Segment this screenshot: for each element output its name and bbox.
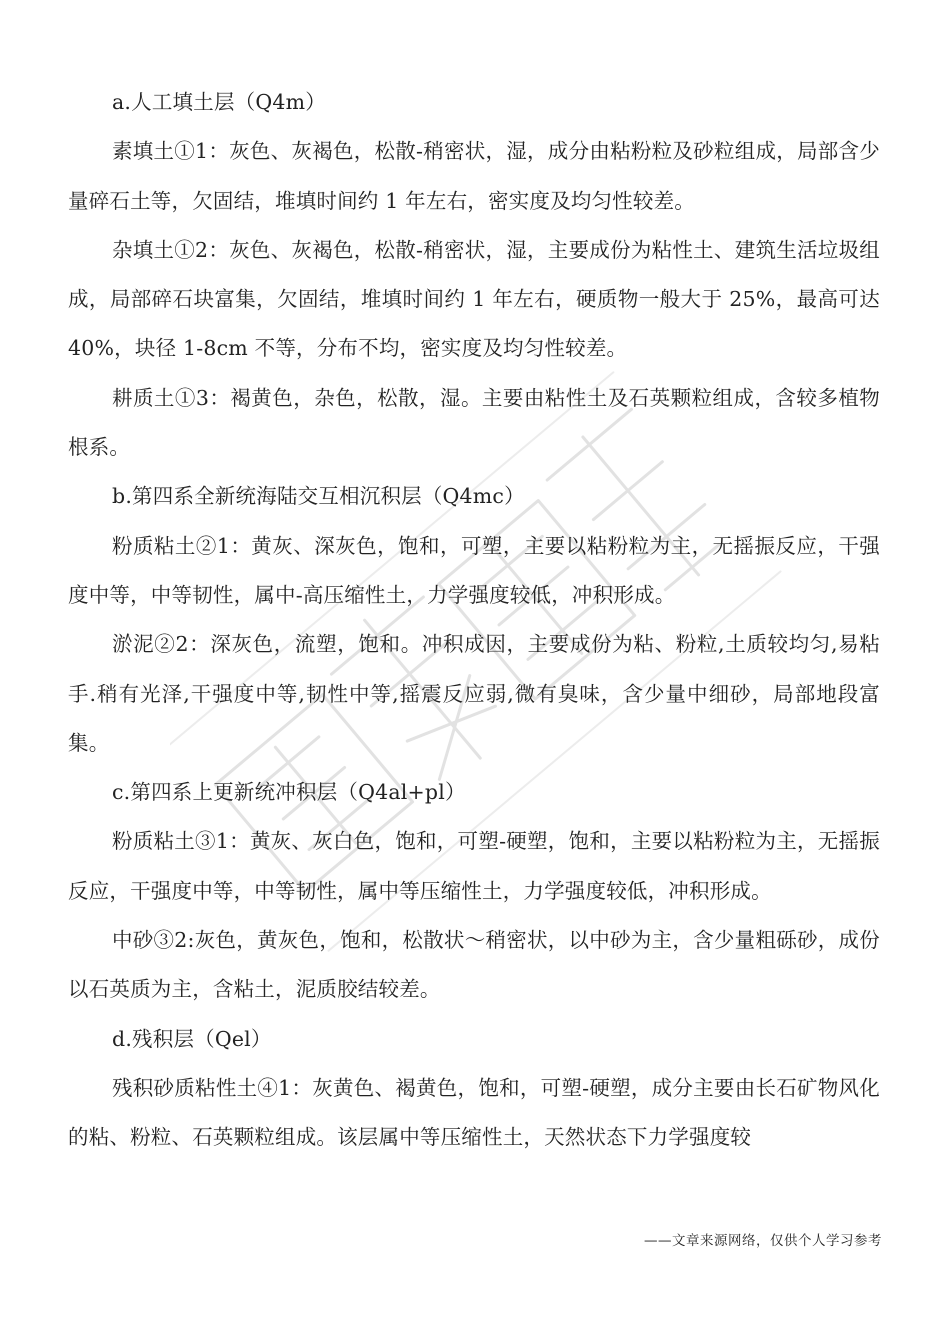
paragraph-silty-clay-3-1: 粉质粘土③1：黄灰、灰白色，饱和，可塑-硬塑，饱和，主要以粘粉粒为主，无摇振反应，干强度中等，中等韧性，属中等压缩性土，力学强度较低，冲积形成。 — [68, 829, 880, 903]
paragraph-cultivated-soil: 耕质土①3：褐黄色，杂色，松散，湿。主要由粘性土及石英颗粒组成，含较多植物根系。 — [68, 385, 880, 460]
document-body — [68, 78, 880, 1163]
section-heading-c: c.第四系上更新统冲积层（Q4al+pl） — [112, 780, 466, 805]
paragraph-medium-sand-3-2: 中砂③2:灰色，黄灰色，饱和，松散状～稍密状，以中砂为主，含少量粗砾砂，成份以石英质为主，含粘土，泥质胶结较差。 — [68, 928, 880, 1002]
section-heading-b: b.第四系全新统海陆交互相沉积层（Q4mc） — [112, 484, 525, 509]
paragraph-silt-mud-2-2: 淤泥②2：深灰色，流塑，饱和。冲积成因，主要成份为粘、粉粒,土质较均匀,易粘手.稍有光泽,干强度中等,韧性中等,摇震反应弱,微有臭味，含少量中细砂，局部地段富集。 — [68, 632, 880, 755]
section-heading-a: a.人工填土层（Q4m） — [112, 90, 326, 114]
page-footer-source-note: ——文章来源网络，仅供个人学习参考 — [644, 1233, 882, 1249]
paragraph-miscellaneous-fill-soil: 杂填土①2：灰色、灰褐色，松散-稍密状，湿，主要成份为粘性土、建筑生活垃圾组成，局部碎石块富集，欠固结，堆填时间约 1 年左右，硬质物一般大于 25%，最高可达 40%，块径 1-8cm 不等，分布不均，密实度及均匀性较差。 — [68, 237, 880, 361]
paragraph-silty-clay-2-1: 粉质粘土②1：黄灰、深灰色，饱和，可塑，主要以粘粉粒为主，无摇振反应，干强度中等，中等韧性，属中-高压缩性土，力学强度较低，冲积形成。 — [68, 533, 880, 607]
paragraph-residual-soil-4-1: 残积砂质粘性土④1：灰黄色、褐黄色，饱和，可塑-硬塑，成分主要由长石矿物风化的粘、粉粒、石英颗粒组成。该层属中等压缩性土，天然状态下力学强度较 — [68, 1075, 880, 1150]
section-heading-d: d.残积层（Qel） — [112, 1026, 272, 1051]
paragraph-plain-fill-soil: 素填土①1：灰色、灰褐色，松散-稍密状，湿，成分由粘粉粒及砂粒组成，局部含少量碎石土等，欠固结，堆填时间约 1 年左右，密实度及均匀性较差。 — [68, 139, 880, 213]
